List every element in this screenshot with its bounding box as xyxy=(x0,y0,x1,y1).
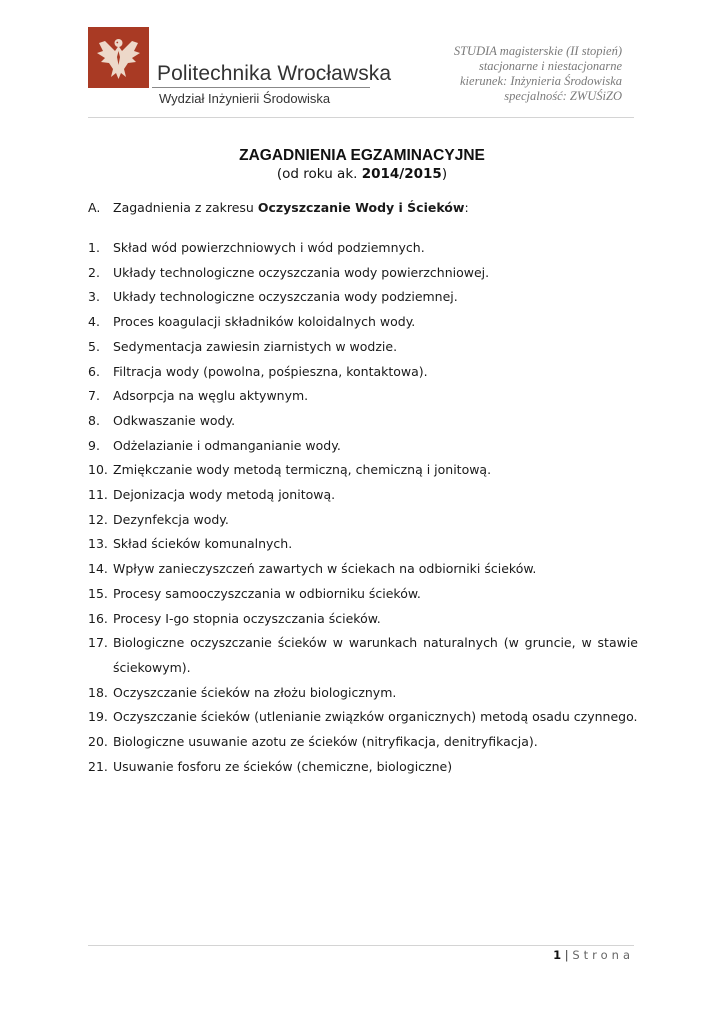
list-item-text: Dezynfekcja wody. xyxy=(113,511,229,527)
exam-topics-list xyxy=(88,236,638,779)
list-item-number: 19. xyxy=(88,709,108,725)
footer-divider xyxy=(88,945,634,946)
list-item xyxy=(88,532,638,557)
section-subject: Oczyszczanie Wody i Ścieków xyxy=(257,200,465,215)
study-level: STUDIA magisterskie (II stopień) xyxy=(453,44,622,58)
study-mode: stacjonarne i niestacjonarne xyxy=(478,59,622,73)
list-item xyxy=(88,607,638,632)
list-item xyxy=(88,582,638,607)
list-item-text: Skład wód powierzchniowych i wód podziemnych. xyxy=(113,240,425,255)
section-heading xyxy=(88,200,648,215)
list-item-number: 18. xyxy=(88,684,108,700)
subtitle-prefix: (od roku ak. xyxy=(276,166,362,182)
list-item-text: Odżelazianie i odmanganianie wody. xyxy=(113,437,341,453)
list-item-text: Zmiękczanie wody metodą termiczną, chemiczną i jonitową. xyxy=(113,462,492,478)
list-item xyxy=(88,360,638,385)
list-item-text: Układy technologiczne oczyszczania wody powierzchniowej. xyxy=(113,264,490,280)
header-divider xyxy=(88,117,634,118)
list-item-number: 5. xyxy=(88,338,100,354)
list-item-number: 2. xyxy=(88,264,100,280)
list-item xyxy=(88,409,638,434)
academic-year: 2014/2015 xyxy=(361,166,442,182)
page-footer xyxy=(553,948,634,962)
list-item xyxy=(88,384,638,409)
document-title: ZAGADNIENIA EGZAMINACYJNE xyxy=(239,147,485,164)
list-item-number: 1. xyxy=(88,240,100,255)
subtitle-suffix: ) xyxy=(441,166,448,182)
list-item-number: 12. xyxy=(88,511,108,527)
list-item-text: Procesy I-go stopnia oczyszczania ścieków. xyxy=(113,610,381,626)
list-item-text: Filtracja wody (powolna, pośpieszna, kontaktowa). xyxy=(113,363,428,379)
list-item xyxy=(88,631,638,680)
list-item-number: 9. xyxy=(88,437,100,453)
section-prefix: Zagadnienia z zakresu xyxy=(113,200,258,215)
list-item-number: 21. xyxy=(88,758,108,774)
list-item-text: Skład ścieków komunalnych. xyxy=(113,536,293,552)
list-item-number: 15. xyxy=(88,585,108,601)
study-info xyxy=(454,44,622,104)
list-item xyxy=(88,483,638,508)
list-item-text: Usuwanie fosforu ze ścieków (chemiczne, biologiczne) xyxy=(113,758,453,774)
list-item-number: 4. xyxy=(88,314,100,330)
list-item-text: Proces koagulacji składników koloidalnych wody. xyxy=(113,314,416,330)
study-field: kierunek: Inżynieria Środowiska xyxy=(460,74,622,88)
list-item xyxy=(88,705,638,730)
list-item-number: 17. xyxy=(88,635,108,651)
section-suffix: : xyxy=(464,200,469,215)
list-item xyxy=(88,730,638,755)
list-item xyxy=(88,458,638,483)
list-item xyxy=(88,434,638,459)
list-item xyxy=(88,508,638,533)
list-item-text: Oczyszczanie ścieków na złożu biologicznym. xyxy=(113,684,397,700)
list-item xyxy=(88,310,638,335)
page-number: 1 xyxy=(553,948,562,962)
list-item-text: Dejonizacja wody metodą jonitową. xyxy=(113,487,336,503)
study-specialty: specjalność: ZWUŚiZO xyxy=(504,89,622,103)
list-item-number: 6. xyxy=(88,363,100,379)
list-item-text: Sedymentacja zawiesin ziarnistych w wodzie. xyxy=(113,338,398,354)
list-item-number: 7. xyxy=(88,388,100,404)
list-item-number: 11. xyxy=(88,487,108,503)
list-item-text: Układy technologiczne oczyszczania wody podziemnej. xyxy=(113,289,458,305)
university-logo xyxy=(88,27,149,88)
page-word: Strona xyxy=(572,948,634,962)
list-item-number: 13. xyxy=(88,536,108,552)
eagle-emblem-icon xyxy=(88,27,149,88)
list-item-text: Biologiczne usuwanie azotu ze ścieków (nitryfikacja, denitryfikacja). xyxy=(113,734,538,750)
list-item xyxy=(88,236,638,261)
university-name: Politechnika Wrocławska xyxy=(157,62,392,85)
list-item xyxy=(88,681,638,706)
list-item-text: Odkwaszanie wody. xyxy=(113,412,236,428)
section-letter: A. xyxy=(88,200,101,215)
list-item xyxy=(88,755,638,780)
list-item xyxy=(88,335,638,360)
faculty-name: Wydział Inżynierii Środowiska xyxy=(159,91,331,106)
list-item-text: Oczyszczanie ścieków (utlenianie związków organicznych) metodą osadu czynnego. xyxy=(113,709,638,725)
list-item-text: Wpływ zanieczyszczeń zawartych w ściekach na odbiorniki ścieków. xyxy=(113,561,537,577)
list-item-number: 14. xyxy=(88,561,108,577)
list-item-number: 20. xyxy=(88,734,108,750)
list-item-text: Biologiczne oczyszczanie ścieków w warunkach naturalnych (w gruncie, w stawie ściekowym). xyxy=(113,635,638,675)
list-item-number: 3. xyxy=(88,289,100,305)
list-item-number: 10. xyxy=(88,462,108,478)
list-item xyxy=(88,285,638,310)
list-item xyxy=(88,557,638,582)
footer-separator: | xyxy=(561,948,573,962)
list-item-number: 8. xyxy=(88,412,100,428)
document-subtitle xyxy=(0,166,724,182)
logo-divider xyxy=(152,87,370,88)
list-item-text: Procesy samooczyszczania w odbiorniku ścieków. xyxy=(113,585,421,601)
list-item-number: 16. xyxy=(88,610,108,626)
list-item xyxy=(88,261,638,286)
list-item-text: Adsorpcja na węglu aktywnym. xyxy=(113,388,309,404)
